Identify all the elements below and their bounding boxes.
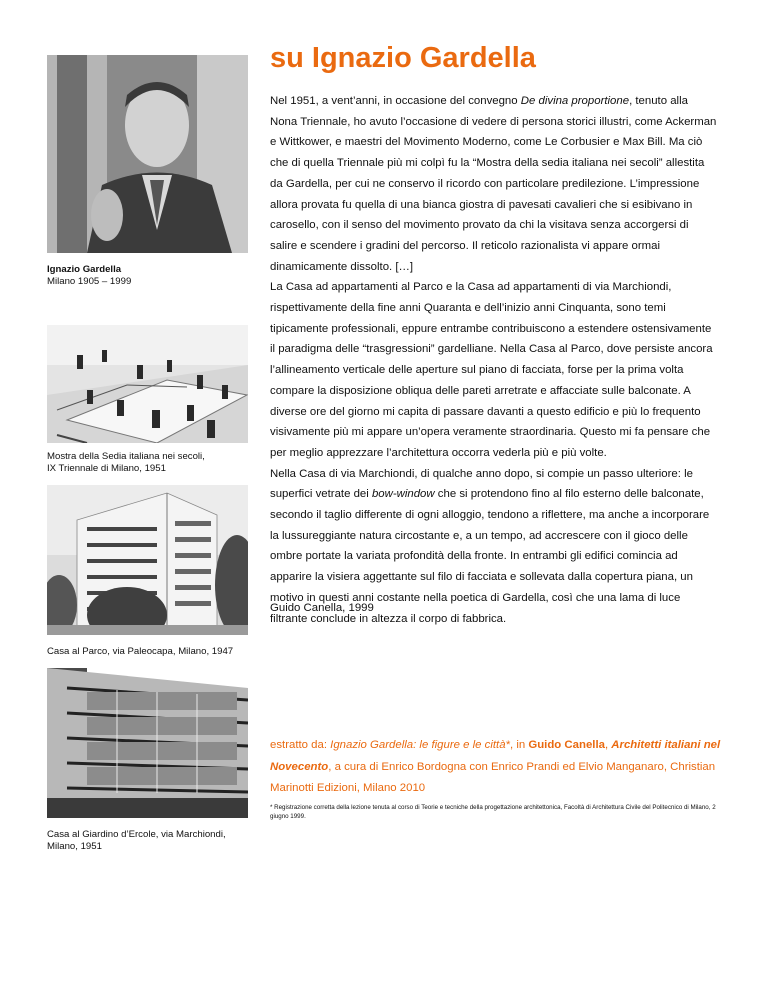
excerpt-source <box>270 735 730 821</box>
convegno-title: De divina proportione <box>520 95 630 107</box>
bow-window-term: bow-window <box>371 488 435 501</box>
giardino-caption-line2: Milano, 1951 <box>47 840 102 852</box>
exhibition-caption-line1: Mostra della Sedia italiana nei secoli, <box>47 451 205 462</box>
excerpt-prefix: estratto da: <box>270 739 331 751</box>
portrait-caption-dates: Milano 1905 – 1999 <box>47 275 132 287</box>
paragraph-3-start: Nella Casa di via Marchiondi, di qualche anno dopo, si compie un passo ulteriore: le superfici vetrate dei <box>270 467 693 501</box>
paragraph-1-start: Nel 1951, a vent’anni, in occasione del convegno <box>270 95 521 107</box>
signature: Guido Canella, 1999 <box>270 602 374 614</box>
excerpt-rest: , a cura di Enrico Bordogna con Enrico Prandi ed Elvio Manganaro, Christian Marinotti Edizioni, Milano 2010 <box>270 760 716 794</box>
excerpt-in: , in <box>509 739 529 751</box>
exhibition-photo <box>47 325 248 443</box>
giardino-caption-line1: Casa al Giardino d’Ercole, via Marchiondi, <box>47 829 226 840</box>
casa-al-parco-caption: Casa al Parco, via Paleocapa, Milano, 1947 <box>47 646 234 657</box>
excerpt-author: Guido Canella <box>528 739 605 751</box>
paragraph-3-end: che si protendono fino al filo esterno delle balconate, secondo il taglio differente di ogni alloggio, tendono a riflettere, ma anche a incorporare la lussureggiante natura circostante e, a un tempo, ad accrescere con il gioco delle ombre portate la variata profondità della fronte. In entrambi gli edifici comincia ad apparire la visiera aggettante sul filo di facciata e sollevata dalla copertura piana, un motivo in questi anni costante nella poetica di Gardella, così che una lama di luce filtrante conclude in altezza il corpo di fabbrica. <box>270 488 710 625</box>
paragraph-1-end: , tenuto alla Nona Triennale, ho avuto l’occasione di vedere di persona storici illustri, come Ackerman e Wittkower, e maestri del Movimento Moderno, come Le Corbusier e Max Bill. Ma ciò che di quella Triennale più mi colpì fu la “Mostra della sedia italiana nei secoli” allestita da Gardella, per cui ne conservo il ricordo con particolare predilezione. L’impressione allora provata fu quella di una bianca giostra di pavesati cavalieri che si esibivano in carosello, con il senso del movimento provato da chi la visitava senza accorgersi di salire e scendere i gradini del percorso. Il reticolo razionalista vi appare ormai dinamicamente dissolto. […] <box>270 95 717 273</box>
paragraph-1 <box>270 91 718 277</box>
portrait-caption-name: Ignazio Gardella <box>47 264 122 275</box>
lecture-title: Ignazio Gardella: le figure e le città* <box>330 739 510 751</box>
excerpt-comma: , <box>604 739 612 751</box>
exhibition-caption-line2: IX Triennale di Milano, 1951 <box>47 462 166 474</box>
article-body <box>270 91 718 629</box>
page-title: su Ignazio Gardella <box>270 42 536 74</box>
paragraph-2: La Casa ad appartamenti al Parco e la Casa ad appartamenti di via Marchiondi, rispettivamente della fine anni Quaranta e dell’inizio anni Cinquanta, sono temi tipicamente professionali, eppure entrambe contribuiscono a estendere ostensivamente il paradigma delle “trasgressioni” gardelliane. Nella Casa al Parco, dove persiste ancora l’allineamento verticale delle aperture sul piano di facciata, forse per la prima volta compare la disposizione obliqua delle pareti arretrate e affacciate sulle balconate. A diverse ore del giorno mi capita di passare davanti a questo edificio e più lo frequento visivamente più mi appare un’opera veramente straordinaria. Questo mi fa pensare che per meglio apprezzare l’architettura occorra vederla più e più volte. <box>270 281 713 459</box>
casa-giardino-ercole-caption <box>47 829 257 852</box>
casa-giardino-ercole-photo <box>47 668 248 818</box>
portrait-caption <box>47 264 257 287</box>
casa-al-parco-photo <box>47 485 248 635</box>
book-title: Architetti italiani nel Novecento <box>270 739 721 773</box>
portrait-photo <box>47 55 248 253</box>
exhibition-caption <box>47 451 257 474</box>
footnote: * Registrazione corretta della lezione tenuta al corso di Teorie e tecniche della progettazione architettonica, Facoltà di Architettura Civile del Politecnico di Milano, 2 giugno 1999. <box>270 803 716 820</box>
